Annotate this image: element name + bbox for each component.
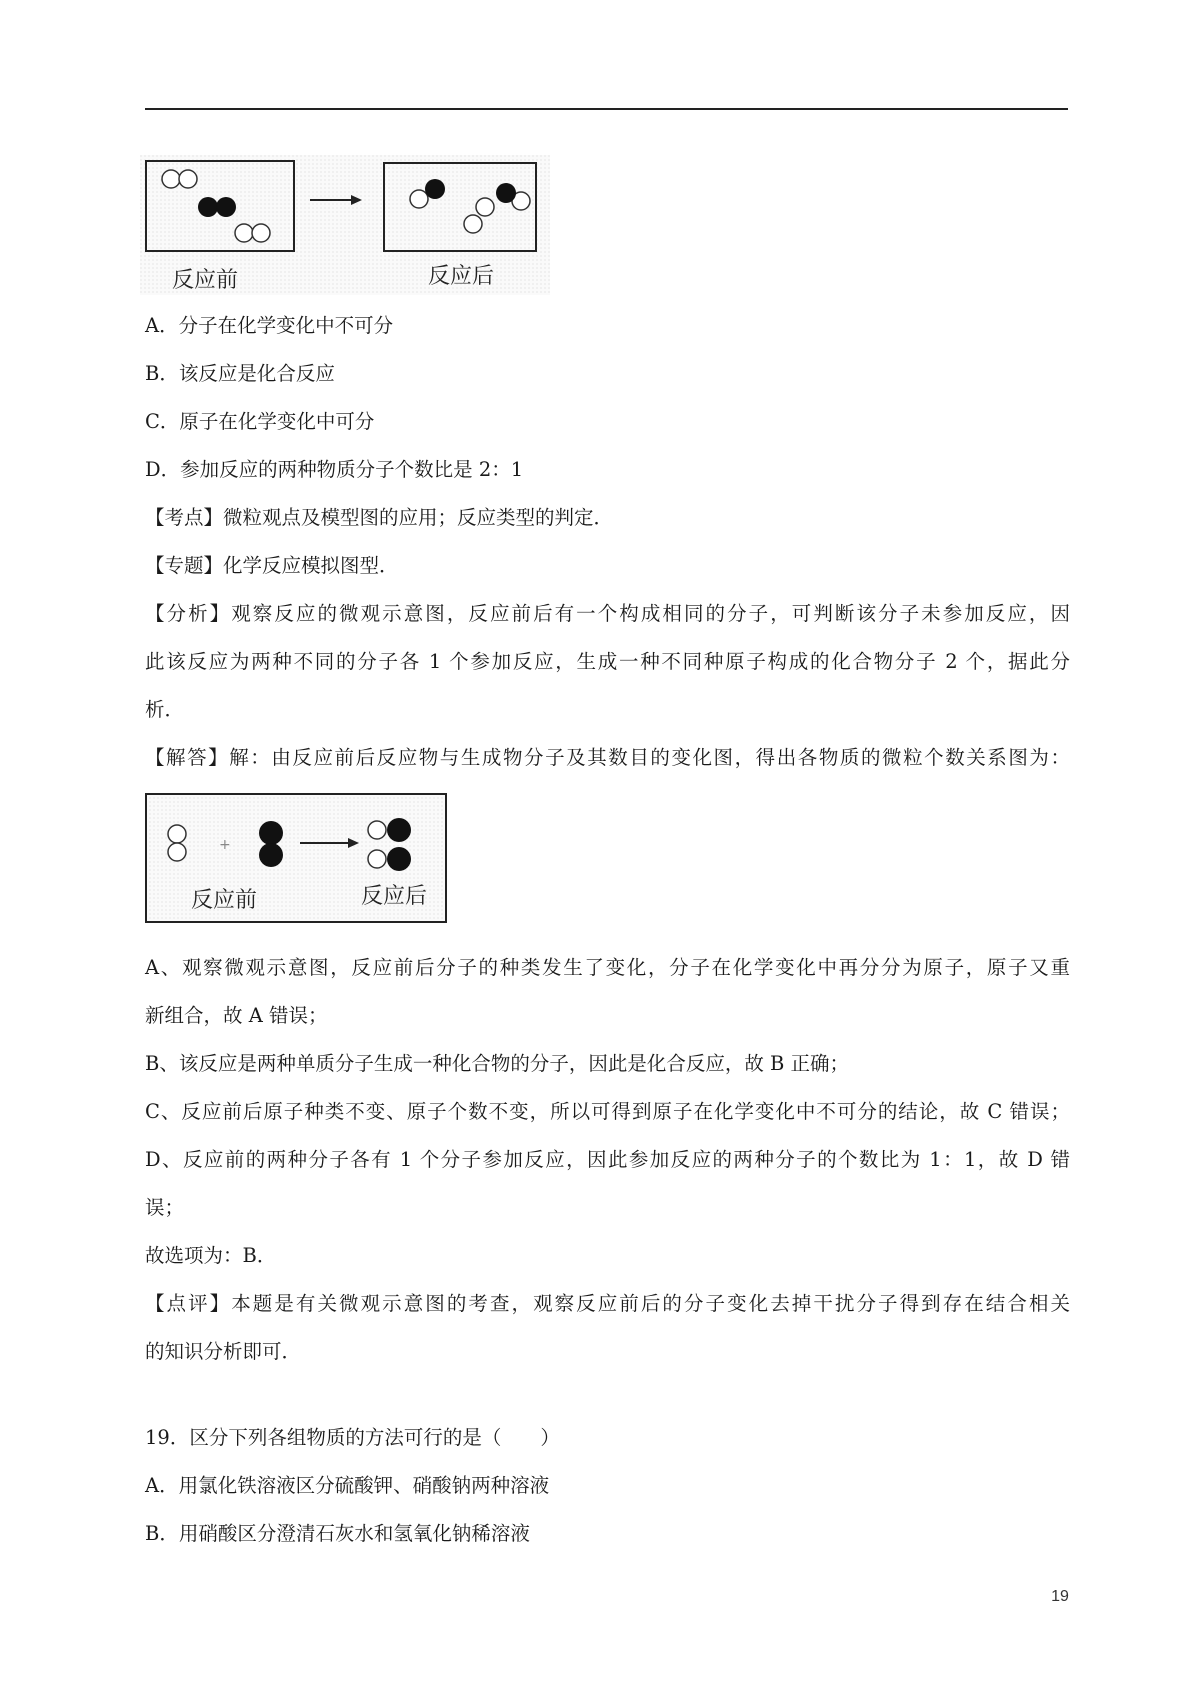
fenxi-line-3: 析． (145, 698, 185, 721)
zhuanti: 【专题】化学反应模拟图型． (145, 554, 399, 577)
answer-b: B、该反应是两种单质分子生成一种化合物的分子，因此是化合反应，故 B 正确； (145, 1052, 850, 1075)
answer-c: C、反应前后原子种类不变、原子个数不变，所以可得到原子在化学变化中不可分的结论，故 C 错误； (145, 1100, 1070, 1123)
dianping-line-1: 【点评】本题是有关微观示意图的考查，观察反应前后的分子变化去掉干扰分子得到存在结合相关 (145, 1292, 1070, 1315)
before-label: 反应前 (191, 888, 258, 913)
jieda-intro: 【解答】解：由反应前后反应物与生成物分子及其数目的变化图，得出各物质的微粒个数关系图为： (145, 746, 1070, 769)
plus-sign: + (219, 837, 231, 853)
fenxi-line-1: 【分析】观察反应的微观示意图，反应前后有一个构成相同的分子，可判断该分子未参加反应，因 (145, 602, 1070, 625)
reaction-diagram-2 (145, 793, 447, 923)
before-label: 反应前 (172, 268, 239, 293)
answer-a-line-2: 新组合，故 A 错误； (145, 1004, 328, 1027)
question-19-option-b: B．用硝酸区分澄清石灰水和氢氧化钠稀溶液 (145, 1522, 530, 1545)
answer-d-line-1: D、反应前的两种分子各有 1 个分子参加反应，因此参加反应的两种分子的个数比为 1：1，故 D 错 (145, 1148, 1070, 1171)
option-d: D．参加反应的两种物质分子个数比是 2：1 (145, 458, 524, 481)
option-b: B．该反应是化合反应 (145, 362, 335, 385)
after-label: 反应后 (428, 264, 495, 289)
dianping-line-2: 的知识分析即可． (145, 1340, 302, 1363)
reaction-diagram-1 (140, 155, 550, 295)
header-rule (145, 108, 1068, 110)
answer-d-line-2: 误； (145, 1196, 185, 1219)
answer-conclusion: 故选项为：B． (145, 1244, 277, 1267)
question-19-stem: 19．区分下列各组物质的方法可行的是（ ） (145, 1426, 560, 1449)
after-label: 反应后 (361, 884, 428, 909)
fenxi-line-2: 此该反应为两种不同的分子各 1 个参加反应，生成一种不同种原子构成的化合物分子 2 个，据此分 (145, 650, 1070, 673)
answer-a-line-1: A、观察微观示意图，反应前后分子的种类发生了变化，分子在化学变化中再分分为原子，原子又重 (145, 956, 1070, 979)
option-a: A．分子在化学变化中不可分 (145, 314, 394, 337)
page-number: 19 (1051, 1588, 1069, 1605)
kaodian: 【考点】微粒观点及模型图的应用；反应类型的判定． (145, 506, 614, 529)
question-19-option-a: A．用氯化铁溶液区分硫酸钾、硝酸钠两种溶液 (145, 1474, 550, 1497)
option-c: C．原子在化学变化中可分 (145, 410, 375, 433)
